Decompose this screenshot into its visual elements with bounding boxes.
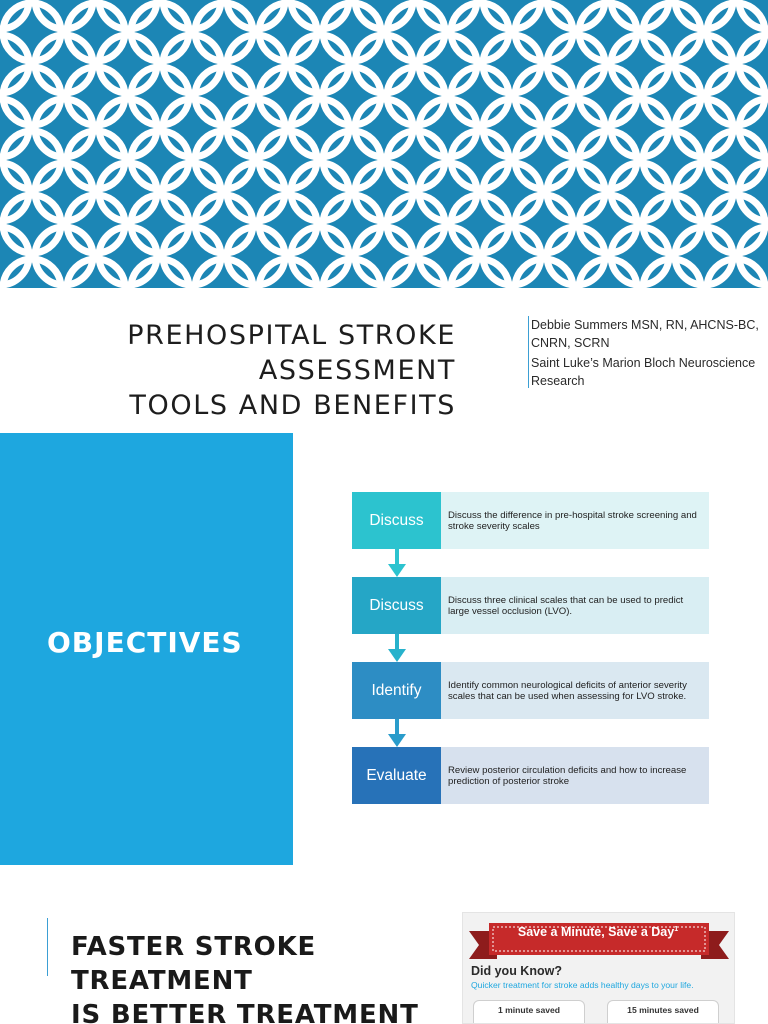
title-line-1: FASTER STROKE TREATMENT (71, 932, 317, 996)
objective-label: Discuss (352, 492, 441, 549)
time-saved-label: 1 minute saved (497, 1005, 561, 1015)
objective-label: Evaluate (352, 747, 441, 804)
decorative-circle-pattern (0, 0, 768, 288)
objectives-title: OBJECTIVES (47, 626, 243, 659)
objective-label: Identify (352, 662, 441, 719)
author-name: Debbie Summers MSN, RN, AHCNS-BC, CNRN, SCRN (531, 318, 759, 350)
time-saved-label: 15 minutes saved (627, 1005, 699, 1015)
title-line-2: TOOLS AND BENEFITS (129, 390, 456, 421)
objective-description: Identify common neurological deficits of anterior severity scales that can be used when assessing for LVO stroke. (441, 662, 709, 719)
author-info (531, 316, 767, 392)
slide-title (71, 930, 451, 1024)
time-saved-box (607, 1000, 719, 1024)
presentation-title (0, 318, 456, 423)
infographic-heading: Did you Know? (471, 964, 562, 978)
author-affiliation: Saint Luke’s Marion Bloch Neuroscience Research (531, 356, 756, 388)
title-line-2: IS BETTER TREATMENT (71, 1000, 419, 1024)
banner-label: Save a Minute, Save a Day (517, 925, 675, 939)
objective-description: Discuss three clinical scales that can be used to predict large vessel occlusion (LVO). (441, 577, 709, 634)
down-arrow-icon (387, 634, 407, 662)
objective-item-2 (352, 577, 709, 634)
banner-footnote: 1 (674, 925, 679, 933)
down-arrow-icon (387, 549, 407, 577)
author-divider (528, 316, 529, 388)
objective-description: Review posterior circulation deficits and how to increase prediction of posterior stroke (441, 747, 709, 804)
stroke-infographic (462, 912, 735, 1024)
title-accent-bar (47, 918, 48, 976)
infographic-subheading: Quicker treatment for stroke adds healthy days to your life. (471, 980, 694, 990)
objective-item-4 (352, 747, 709, 804)
title-line-1: PREHOSPITAL STROKE ASSESSMENT (127, 320, 456, 386)
banner-text (513, 925, 683, 939)
objective-label: Discuss (352, 577, 441, 634)
objective-item-1 (352, 492, 709, 549)
objective-description: Discuss the difference in pre-hospital stroke screening and stroke severity scales (441, 492, 709, 549)
objective-item-3 (352, 662, 709, 719)
time-saved-box (473, 1000, 585, 1024)
down-arrow-icon (387, 719, 407, 747)
